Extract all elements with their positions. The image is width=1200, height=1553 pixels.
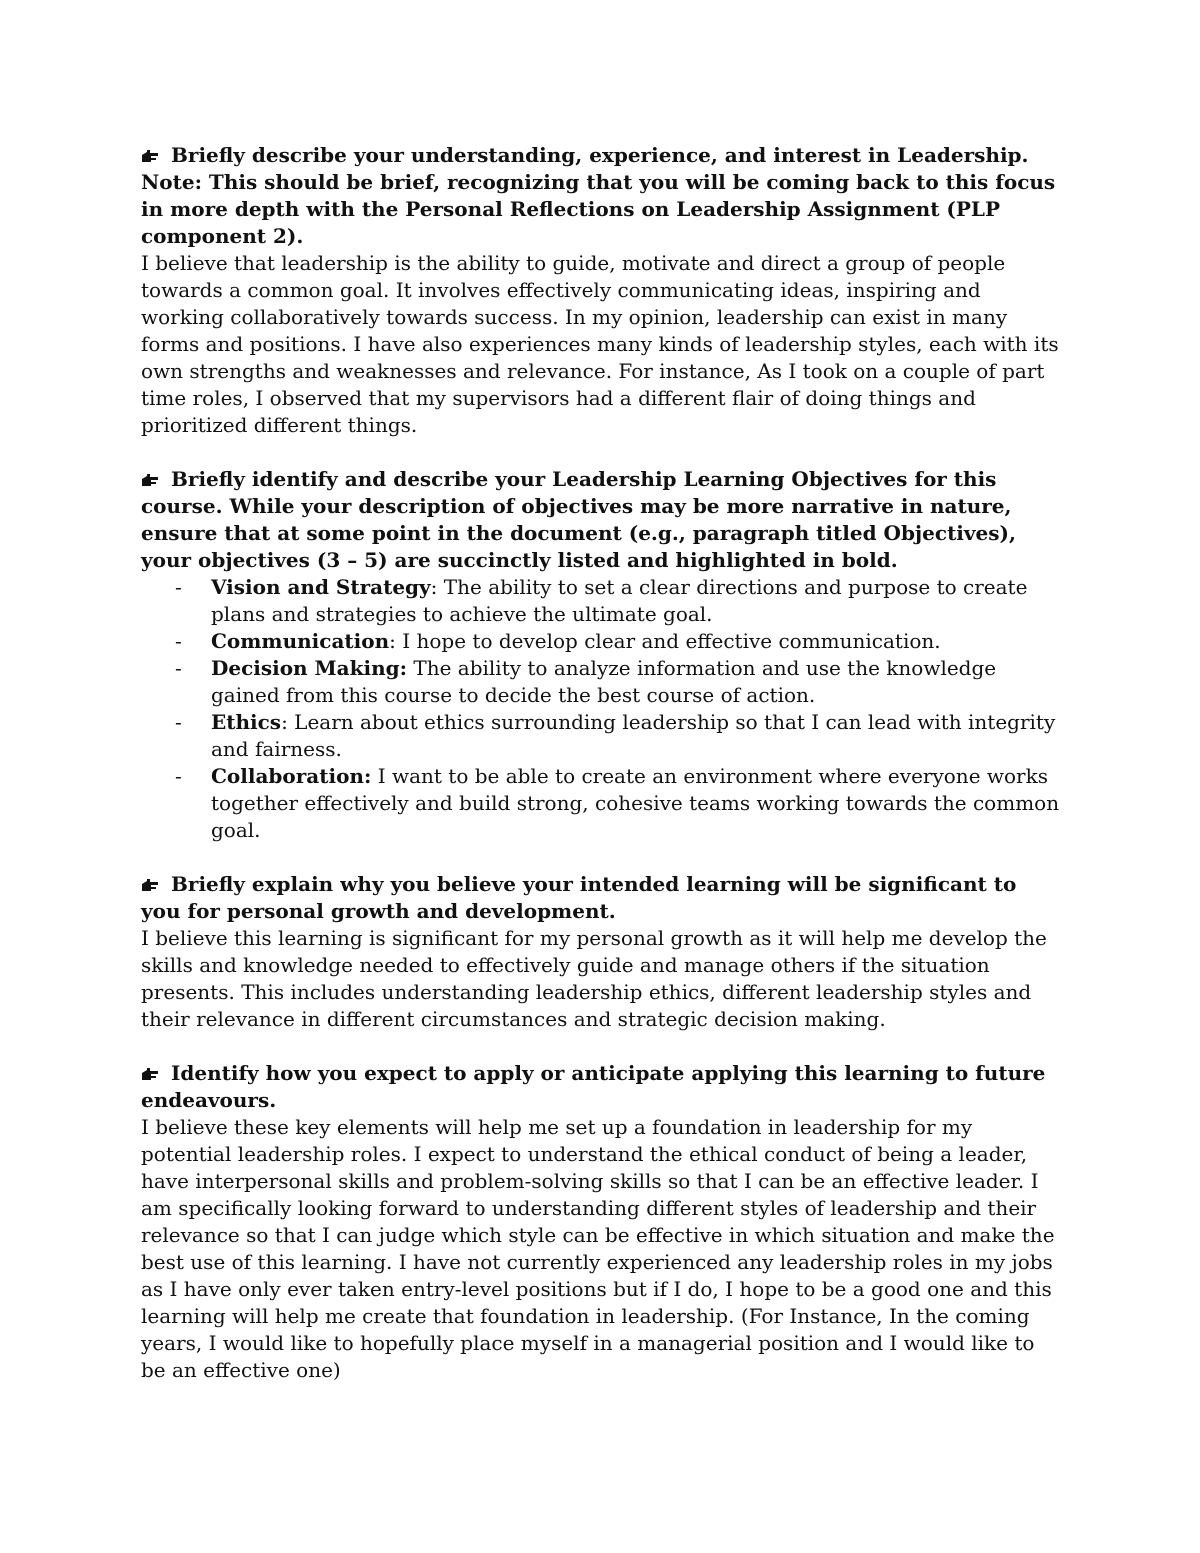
answer-understanding: I believe that leadership is the ability to guide, motivate and direct a group of people towards a common goal. It involves effectively communicating ideas, inspiring and working collaboratively towards success. In my opinion, leadership can exist in many forms and positions. I have also experiences many kinds of leadership styles, each with its own strengths and weaknesses and relevance. For instance, As I took on a couple of part time roles, I observed that my supervisors had a different flair of doing things and prioritized different things.	[141, 251, 1059, 437]
list-bullet: -	[175, 764, 182, 788]
objective-separator: :	[281, 710, 288, 734]
objective-term: Ethics	[211, 710, 282, 734]
list-item	[141, 709, 1061, 763]
section-objectives	[141, 466, 1061, 844]
prompt-application	[141, 1060, 1061, 1114]
list-item	[141, 574, 1061, 628]
prompt-text: Briefly identify and describe your Leadership Learning Objectives for this course. While your description of objectives may be more narrative in nature, ensure that at some point in the document (e.g., paragraph titled Objectives), your objectives (3 – 5) are succinctly listed and highlighted in bold.	[141, 467, 1016, 572]
list-item	[141, 628, 1061, 655]
objective-term: Decision Making:	[211, 656, 408, 680]
answer-significance: I believe this learning is significant for my personal growth as it will help me develop the skills and knowledge needed to effectively guide and manage others if the situation presents. This includes understanding leadership ethics, different leadership styles and their relevance in different circumstances and strategic decision making.	[141, 926, 1047, 1031]
objective-term: Collaboration:	[211, 764, 372, 788]
prompt-understanding	[141, 142, 1061, 250]
pencil-hand-icon	[141, 473, 161, 487]
pencil-hand-icon	[141, 878, 161, 892]
section-significance	[141, 871, 1061, 1033]
list-item	[141, 655, 1061, 709]
list-bullet: -	[175, 710, 182, 734]
objective-text: I want to be able to create an environment where everyone works together effectively and build strong, cohesive teams working towards the common goal.	[211, 764, 1060, 842]
document-page	[141, 142, 1061, 1411]
prompt-text: Briefly describe your understanding, experience, and interest in Leadership. Note: This should be brief, recognizing that you will be coming back to this focus in more depth with the Personal Reflections on Leadership Assignment (PLP component 2).	[141, 143, 1056, 248]
list-bullet: -	[175, 575, 182, 599]
section-understanding	[141, 142, 1061, 439]
objective-separator: :	[430, 575, 438, 599]
objective-term: Communication	[211, 629, 390, 653]
answer-application: I believe these key elements will help me set up a foundation in leadership for my potential leadership roles. I expect to understand the ethical conduct of being a leader, have interpersonal skills and problem-solving skills so that I can be an effective leader. I am specifically looking forward to understanding different styles of leadership and their relevance so that I can judge which style can be effective in which situation and make the best use of this learning. I have not currently experienced any leadership roles in my jobs as I have only ever taken entry-level positions but if I do, I hope to be a good one and this learning will help me create that foundation in leadership. (For Instance, In the coming years, I would like to hopefully place myself in a managerial position and I would like to be an effective one)	[141, 1115, 1055, 1382]
prompt-text: Briefly explain why you believe your intended learning will be significant to you for personal growth and development.	[141, 872, 1017, 923]
objectives-list	[141, 574, 1061, 844]
objective-text: The ability to analyze information and use the knowledge gained from this course to decide the best course of action.	[211, 656, 997, 707]
objective-text: The ability to set a clear directions and purpose to create plans and strategies to achieve the ultimate goal.	[211, 575, 1028, 626]
list-item	[141, 763, 1061, 844]
prompt-text: Identify how you expect to apply or anticipate applying this learning to future endeavours.	[141, 1061, 1046, 1112]
prompt-significance	[141, 871, 1061, 925]
pencil-hand-icon	[141, 1067, 161, 1081]
section-application	[141, 1060, 1061, 1384]
list-bullet: -	[175, 656, 182, 680]
objective-separator: :	[389, 629, 396, 653]
objective-text: I hope to develop clear and effective communication.	[395, 629, 941, 653]
objective-term: Vision and Strategy	[211, 575, 431, 599]
list-bullet: -	[175, 629, 182, 653]
pencil-hand-icon	[141, 149, 161, 163]
objective-text: Learn about ethics surrounding leadership so that I can lead with integrity and fairness.	[211, 710, 1056, 761]
prompt-objectives	[141, 466, 1061, 574]
